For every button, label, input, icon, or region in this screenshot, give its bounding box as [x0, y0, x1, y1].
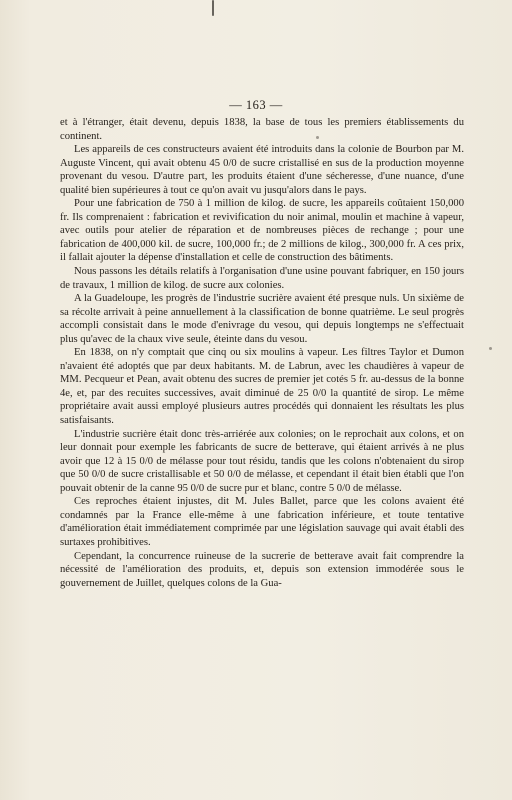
paragraph: Pour une fabrication de 750 à 1 million de kilog. de sucre, les appareils coûtaient 150,000 fr. Ils comprenaient : fabrication et revivification du noir animal, moulin et machine à vapeur, avec outils pour atelier de réparation et de nombreuses pièces de rechange ; pour une fabrication de 400,000 kil. de sucre, 100,000 fr.; de 2 millions de kilog., 300,000 fr. A ces prix, il fallait ajouter la dépense d'installation et celle de construction des bâtiments.	[60, 198, 464, 264]
ink-speck	[489, 347, 492, 350]
binding-mark	[212, 0, 214, 16]
paragraph: L'industrie sucrière était donc très-arriérée aux colonies; on le reprochait aux colons, et on leur donnait pour exemple les fabricants de sucre de betterave, qui étaient arrivés à ne plus avoir que 12 à 15 0/0 de mélasse pour tout résidu, tandis que les colons n'obtenaient du sirop que 50 0/0 de sucre cristallisable et 50 0/0 de mélasse, et cependant il était bien établi que l'on pouvait obtenir de la canne 95 0/0 de sucre pur et blanc, contre 5 0/0 de mélasse.	[60, 428, 464, 494]
ink-speck	[316, 136, 319, 139]
paragraph: Nous passons les détails relatifs à l'organisation d'une usine pouvant fabriquer, en 150 jours de travaux, 1 million de kilog. de sucre aux colonies.	[60, 266, 464, 291]
paragraph: En 1838, on n'y comptait que cinq ou six moulins à vapeur. Les filtres Taylor et Dumon n'avaient été adoptés que par deux habitants. M. de Labrun, avec les chaudières à vapeur de MM. Pecqueur et Pean, avait obtenu des sucres de premier jet cotés 5 fr. au-dessus de la bonne 4e, et, par des recuites successives, avait diminué de 25 0/0 la quantité de sirop. Le même propriétaire avait aussi employé plusieurs autres procédés qui donnaient les résultats les plus satisfaisants.	[60, 347, 464, 427]
paragraph: et à l'étranger, était devenu, depuis 1838, la base de tous les premiers établissements du continent.	[60, 117, 464, 142]
paragraph: Cependant, la concurrence ruineuse de la sucrerie de betterave avait fait comprendre la nécessité de l'amélioration des produits, et, depuis son extension immodérée sous le gouvernement de Juillet, quelques colons de la Gua-	[60, 550, 464, 589]
paragraph: Les appareils de ces constructeurs avaient été introduits dans la colonie de Bourbon par M. Auguste Vincent, qui avait obtenu 45 0/0 de sucre cristallisé en sus de la production moyenne provenant du vesou. D'autre part, les produits étaient d'une sécheresse, d'une nuance, d'une qualité bien supérieures à tout ce qu'on avait vu jusqu'alors dans le pays.	[60, 144, 464, 196]
paragraph: A la Guadeloupe, les progrès de l'industrie sucrière avaient été presque nuls. Un sixième de sa récolte arrivait à peine annuellement à la classification de bonne quatrième. Le seul progrès accompli consistait dans le mode d'enivrage du vesou, qui depuis longtemps ne s'effectuait plus qu'avec de la chaux vive seule, éteinte dans du vesou.	[60, 293, 464, 345]
body-text	[60, 116, 464, 590]
paragraph: Ces reproches étaient injustes, dit M. Jules Ballet, parce que les colons avaient été condamnés par la France elle-même à une fabrication inférieure, et toute tentative d'amélioration était immédiatement comprimée par une législation sauvage qui avait établi des surtaxes prohibitives.	[60, 496, 464, 548]
page-number: — 163 —	[229, 98, 283, 112]
